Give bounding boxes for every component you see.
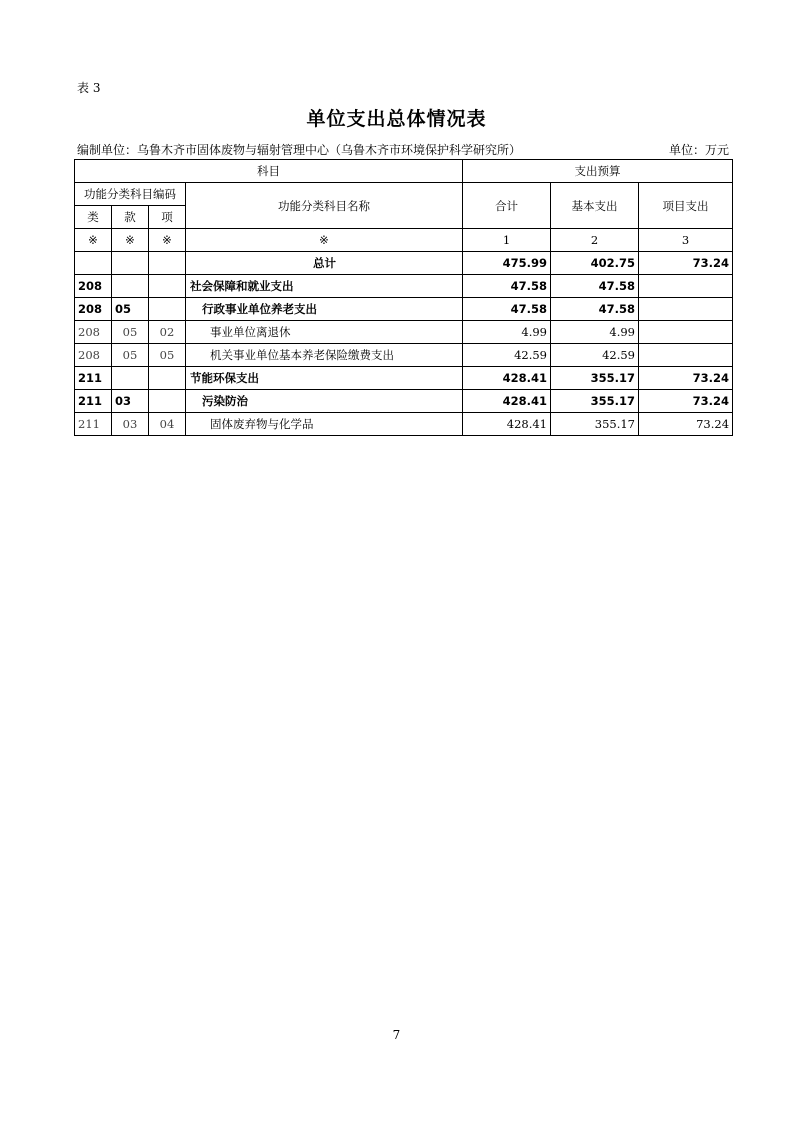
total-cell: 42.59 (463, 344, 551, 367)
total-header: 合计 (463, 183, 551, 229)
index-cell: 3 (639, 229, 733, 252)
name-cell: 固体废弃物与化学品 (186, 413, 463, 436)
basic-cell: 47.58 (551, 298, 639, 321)
basic-cell: 47.58 (551, 275, 639, 298)
project-cell: 73.24 (639, 390, 733, 413)
name-header: 功能分类科目名称 (186, 183, 463, 229)
name-cell: 总计 (186, 252, 463, 275)
organization-line: 编制单位：乌鲁木齐市固体废物与辐射管理中心（乌鲁木齐市环境保护科学研究所） (77, 143, 522, 157)
name-cell: 社会保障和就业支出 (186, 275, 463, 298)
basic-cell: 355.17 (551, 390, 639, 413)
project-cell (639, 298, 733, 321)
project-cell: 73.24 (639, 367, 733, 390)
xiang-cell: 02 (149, 321, 186, 344)
total-cell: 475.99 (463, 252, 551, 275)
lei-header: 类 (75, 206, 112, 229)
mark-cell: ※ (186, 229, 463, 252)
basic-cell: 355.17 (551, 367, 639, 390)
page-number: 7 (392, 1028, 401, 1042)
project-cell (639, 275, 733, 298)
code-group-header: 功能分类科目编码 (75, 183, 186, 206)
name-cell: 节能环保支出 (186, 367, 463, 390)
lei-cell: 208 (75, 321, 112, 344)
lei-cell: 208 (75, 344, 112, 367)
index-cell: 2 (551, 229, 639, 252)
basic-header: 基本支出 (551, 183, 639, 229)
xiang-cell (149, 275, 186, 298)
total-cell: 4.99 (463, 321, 551, 344)
xiang-cell (149, 367, 186, 390)
unit-label: 单位：万元 (668, 143, 729, 157)
kuan-cell (112, 275, 149, 298)
lei-cell: 208 (75, 275, 112, 298)
name-cell: 机关事业单位基本养老保险缴费支出 (186, 344, 463, 367)
expenditure-table (74, 159, 733, 436)
total-cell: 428.41 (463, 413, 551, 436)
table-row (75, 344, 733, 367)
table-row (75, 321, 733, 344)
name-cell: 事业单位离退休 (186, 321, 463, 344)
kuan-cell: 03 (112, 413, 149, 436)
table-row (75, 390, 733, 413)
table-row (75, 298, 733, 321)
xiang-cell: 04 (149, 413, 186, 436)
name-cell: 污染防治 (186, 390, 463, 413)
xiang-cell: 05 (149, 344, 186, 367)
xiang-cell (149, 252, 186, 275)
lei-cell: 211 (75, 367, 112, 390)
xiang-cell (149, 390, 186, 413)
kuan-cell (112, 367, 149, 390)
basic-cell: 402.75 (551, 252, 639, 275)
total-cell: 428.41 (463, 367, 551, 390)
total-cell: 47.58 (463, 275, 551, 298)
xiang-cell (149, 298, 186, 321)
basic-cell: 355.17 (551, 413, 639, 436)
project-header: 项目支出 (639, 183, 733, 229)
xiang-header: 项 (149, 206, 186, 229)
index-row (75, 229, 733, 252)
header-row-2 (75, 183, 733, 206)
table-row (75, 252, 733, 275)
budget-header: 支出预算 (463, 160, 733, 183)
mark-cell: ※ (75, 229, 112, 252)
lei-cell (75, 252, 112, 275)
index-cell: 1 (463, 229, 551, 252)
project-cell (639, 321, 733, 344)
project-cell: 73.24 (639, 252, 733, 275)
table-row (75, 367, 733, 390)
basic-cell: 4.99 (551, 321, 639, 344)
kuan-cell: 05 (112, 298, 149, 321)
table-row (75, 413, 733, 436)
project-cell: 73.24 (639, 413, 733, 436)
kuan-cell: 05 (112, 321, 149, 344)
header-row-1 (75, 160, 733, 183)
basic-cell: 42.59 (551, 344, 639, 367)
kuan-header: 款 (112, 206, 149, 229)
total-cell: 47.58 (463, 298, 551, 321)
kuan-cell (112, 252, 149, 275)
table-row (75, 275, 733, 298)
project-cell (639, 344, 733, 367)
subject-header: 科目 (75, 160, 463, 183)
total-cell: 428.41 (463, 390, 551, 413)
mark-cell: ※ (112, 229, 149, 252)
name-cell: 行政事业单位养老支出 (186, 298, 463, 321)
lei-cell: 211 (75, 413, 112, 436)
lei-cell: 208 (75, 298, 112, 321)
kuan-cell: 05 (112, 344, 149, 367)
page-title: 单位支出总体情况表 (306, 108, 487, 130)
table-label: 表 3 (77, 81, 101, 95)
kuan-cell: 03 (112, 390, 149, 413)
mark-cell: ※ (149, 229, 186, 252)
lei-cell: 211 (75, 390, 112, 413)
